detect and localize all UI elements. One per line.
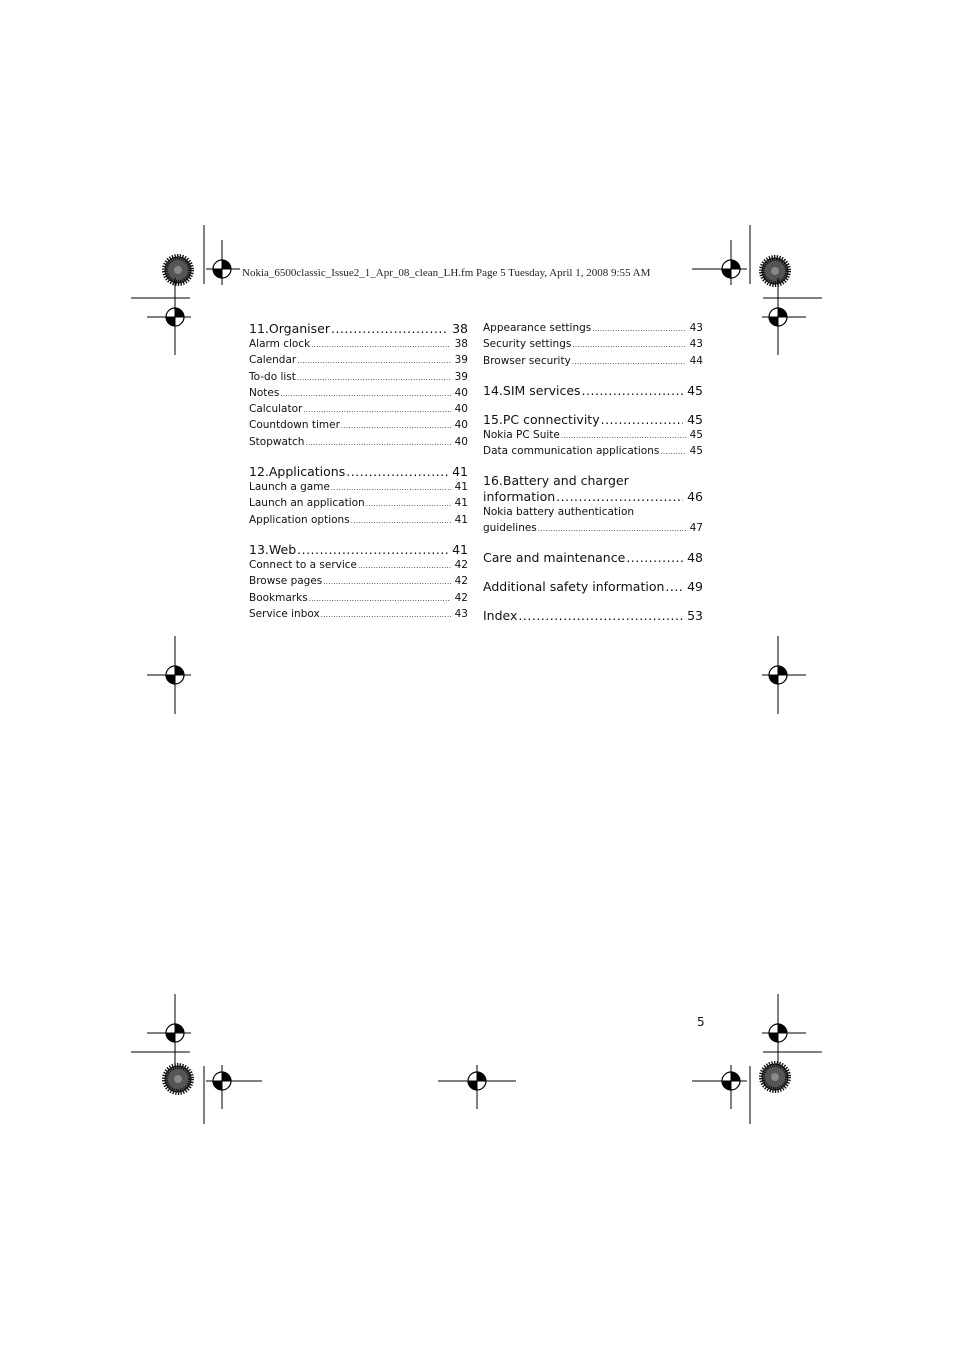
toc-entry[interactable]: Stopwatch ..... 40 bbox=[249, 435, 468, 451]
toc-section-index bbox=[483, 608, 703, 624]
toc-heading[interactable]: Index ..... 53 bbox=[483, 608, 703, 624]
toc-heading[interactable]: information ..... 46 bbox=[483, 489, 703, 505]
toc-entry[interactable]: Bookmarks ..... 42 bbox=[249, 591, 468, 607]
toc-entry[interactable]: Connect to a service ..... 42 bbox=[249, 558, 468, 574]
toc-section-safety bbox=[483, 579, 703, 595]
toc-entry[interactable]: Calculator ..... 40 bbox=[249, 402, 468, 418]
page-number: 5 bbox=[697, 1015, 705, 1029]
toc-entry[interactable]: Calendar ..... 39 bbox=[249, 353, 468, 369]
toc-heading[interactable]: 11.Organiser ..... 38 bbox=[249, 321, 468, 337]
toc-entry[interactable]: Security settings ..... 43 bbox=[483, 337, 703, 353]
toc-heading[interactable]: 15.PC connectivity ..... 45 bbox=[483, 412, 703, 428]
toc-entry[interactable]: Browser security ..... 44 bbox=[483, 354, 703, 370]
toc-section-pc-connectivity bbox=[483, 412, 703, 461]
toc-entry[interactable]: Appearance settings ..... 43 bbox=[483, 321, 703, 337]
toc-entry[interactable]: Application options ..... 41 bbox=[249, 513, 468, 529]
toc-entry[interactable]: Nokia PC Suite ..... 45 bbox=[483, 428, 703, 444]
toc-right-column bbox=[483, 321, 703, 637]
toc-section-sim-services bbox=[483, 383, 703, 399]
toc-section-care bbox=[483, 550, 703, 566]
toc-entry[interactable]: guidelines ..... 47 bbox=[483, 521, 703, 537]
toc-heading[interactable]: Care and maintenance ..... 48 bbox=[483, 550, 703, 566]
toc-entry[interactable]: Service inbox ..... 43 bbox=[249, 607, 468, 623]
toc-entry[interactable]: Notes ..... 40 bbox=[249, 386, 468, 402]
toc-section-battery bbox=[483, 473, 703, 537]
toc-section-web-continued bbox=[483, 321, 703, 370]
toc-entry[interactable]: Browse pages ..... 42 bbox=[249, 574, 468, 590]
toc-entry[interactable]: Launch a game ..... 41 bbox=[249, 480, 468, 496]
toc-entry[interactable]: Countdown timer ..... 40 bbox=[249, 418, 468, 434]
toc-heading[interactable]: Additional safety information ..... 49 bbox=[483, 579, 703, 595]
toc-entry[interactable]: Data communication applications ..... 45 bbox=[483, 444, 703, 460]
toc-heading[interactable]: 13.Web ..... 41 bbox=[249, 542, 468, 558]
toc-section-applications bbox=[249, 464, 468, 529]
toc-heading-line[interactable]: 16.Battery and charger bbox=[483, 473, 629, 489]
toc-entry-line[interactable]: Nokia battery authentication bbox=[483, 506, 635, 519]
toc-section-organiser bbox=[249, 321, 468, 451]
toc-heading[interactable]: 14.SIM services ..... 45 bbox=[483, 383, 703, 399]
toc-section-web bbox=[249, 542, 468, 623]
toc-entry[interactable]: Alarm clock ..... 38 bbox=[249, 337, 468, 353]
toc-heading[interactable]: 12.Applications ..... 41 bbox=[249, 464, 468, 480]
toc-entry[interactable]: To-do list ..... 39 bbox=[249, 370, 468, 386]
toc-entry[interactable]: Launch an application ..... 41 bbox=[249, 496, 468, 512]
toc-left-column bbox=[249, 321, 468, 636]
file-header: Nokia_6500classic_Issue2_1_Apr_08_clean_LH.fm Page 5 Tuesday, April 1, 2008 9:55 AM bbox=[242, 267, 651, 279]
